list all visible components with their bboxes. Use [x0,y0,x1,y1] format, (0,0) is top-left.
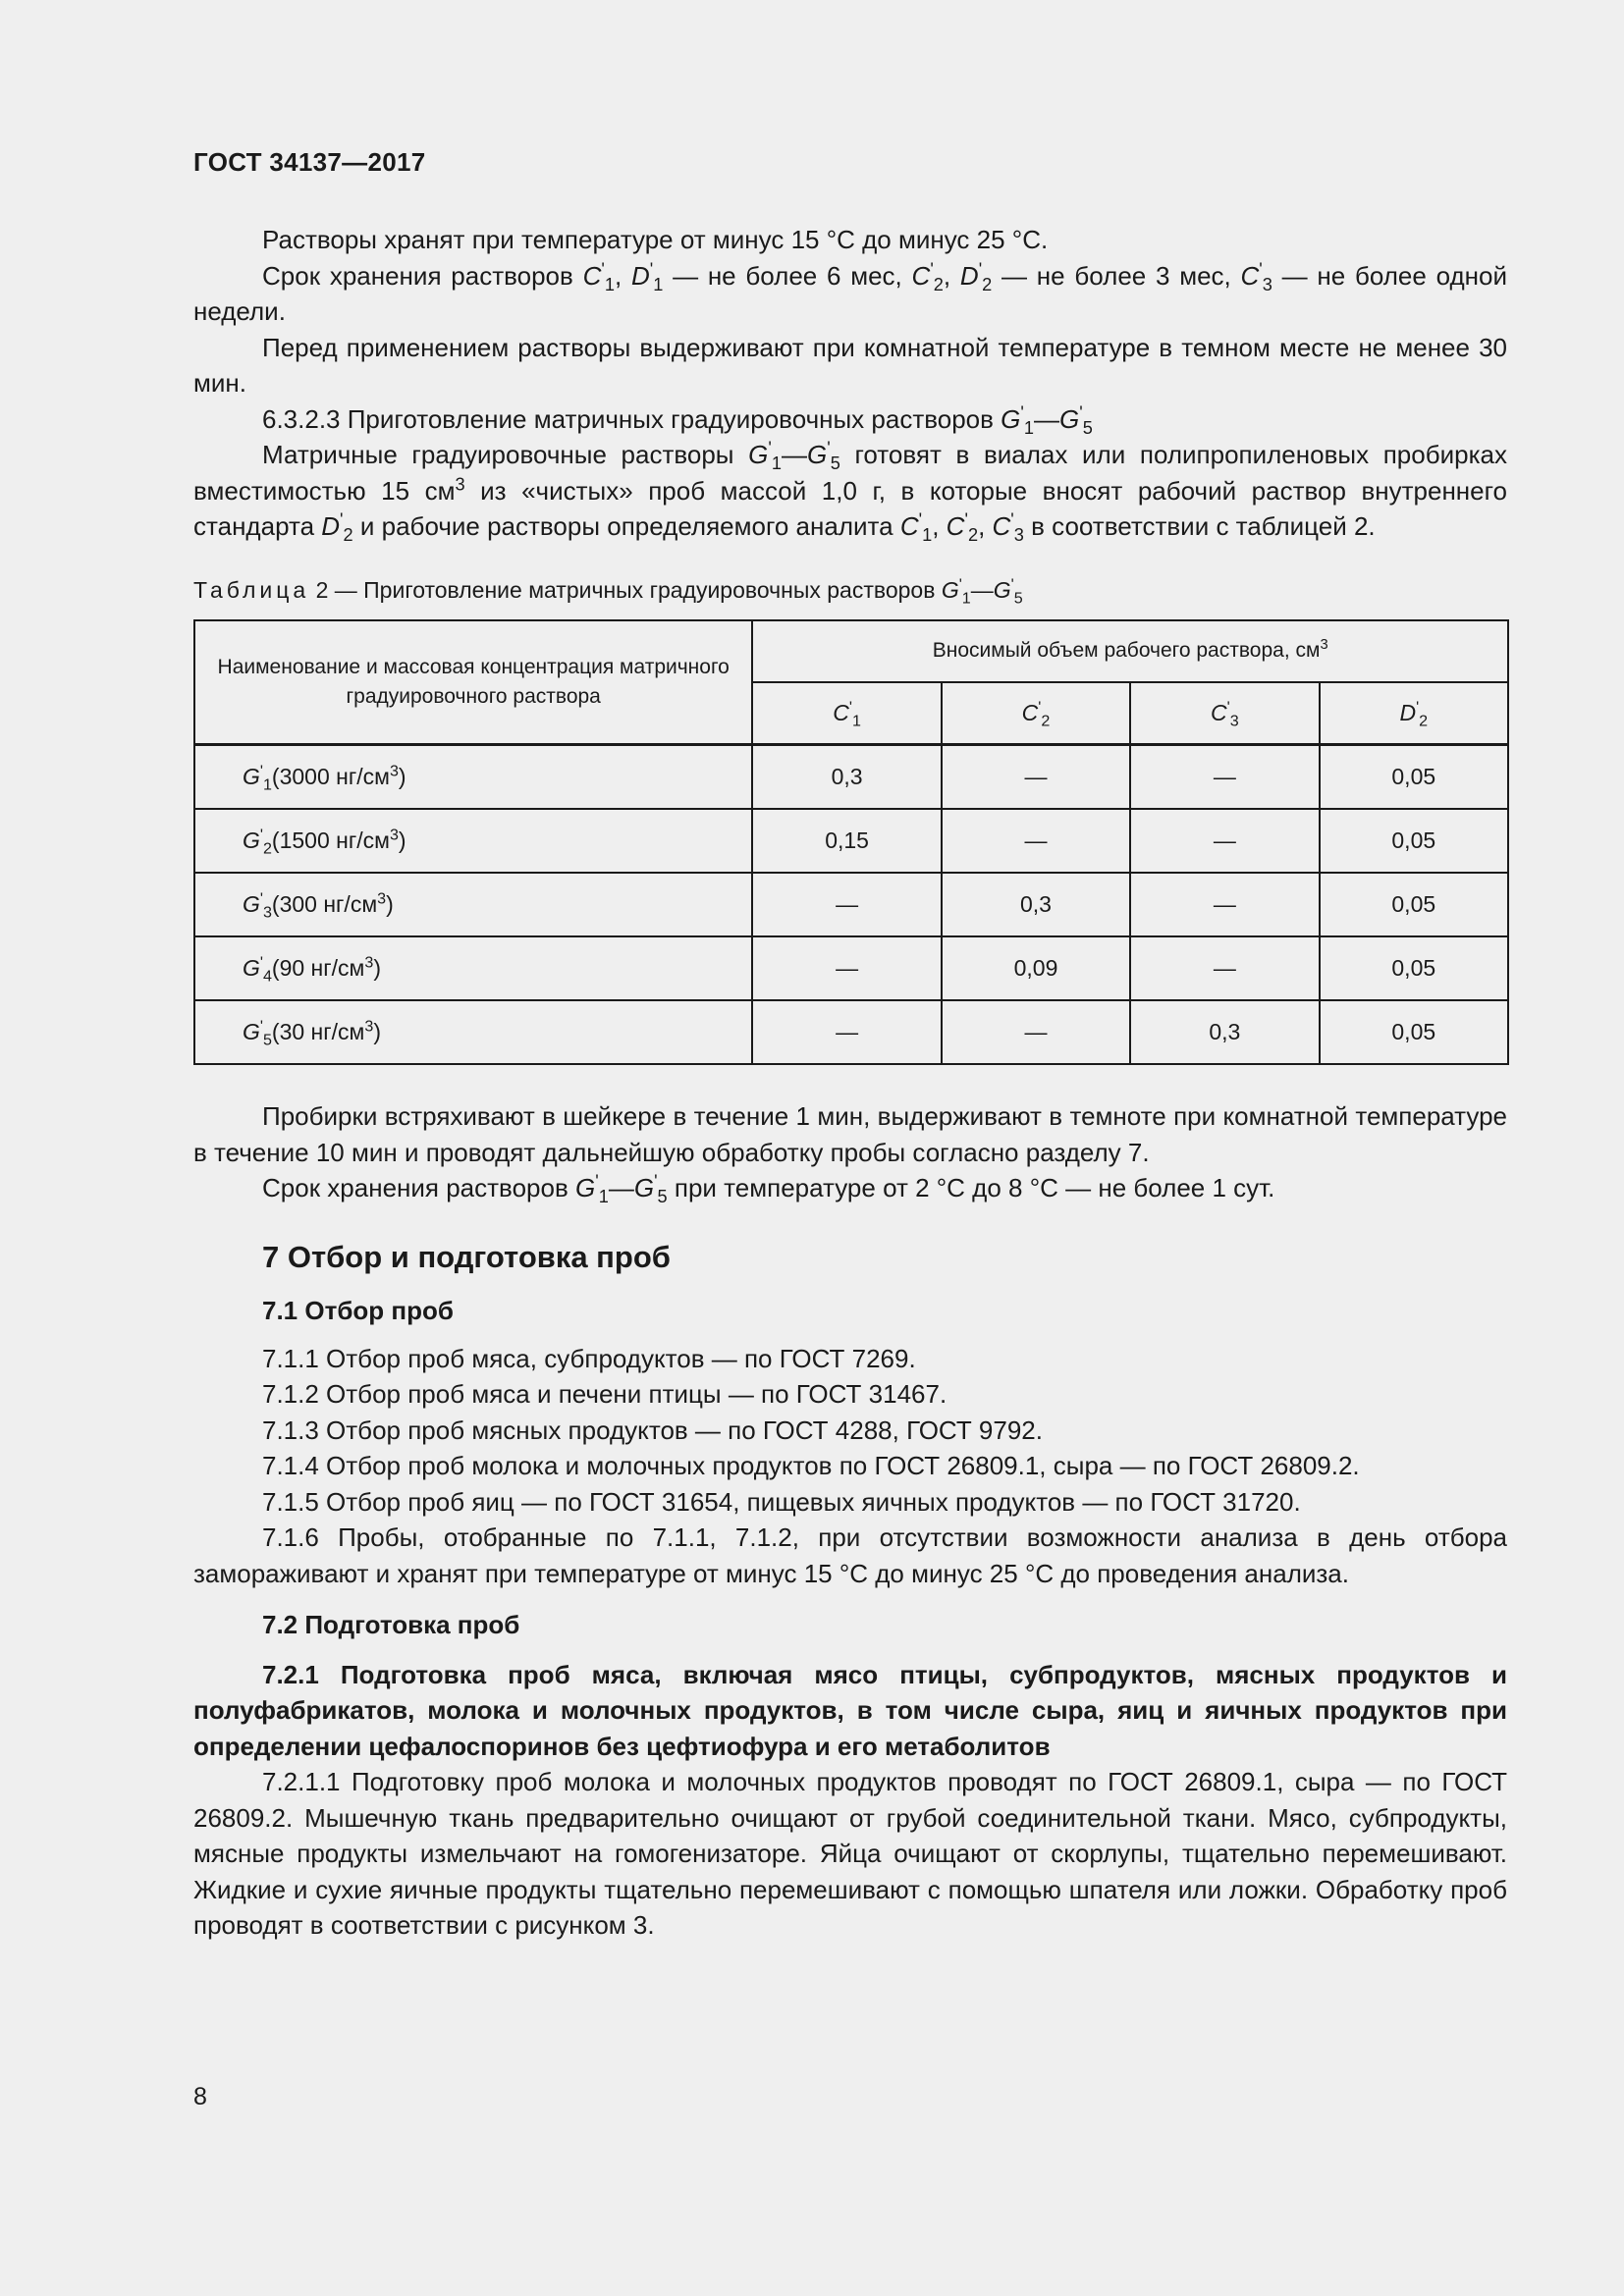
list-item: 7.1.4 Отбор проб молока и молочных продуктов по ГОСТ 26809.1, сыра — по ГОСТ 26809.2. [262,1451,1360,1480]
table-row [194,873,1508,936]
cell-c2: — [942,1000,1130,1064]
cell-c1: — [752,936,941,1000]
cell-d2: 0,05 [1320,936,1508,1000]
paragraph-storage-g: Срок хранения растворов $G'_1—G'_5$ при температуре от 2 °С до 8 °С — не более 1 сут. [262,1171,1275,1207]
table-2-caption: Таблица 2 — Приготовление матричных градуировочных растворов $G'_1—G'_5$ [193,574,1023,608]
page-number: 8 [193,2083,207,2110]
paragraph-6-3-2-3: 6.3.2.3 Приготовление матричных градуировочных растворов $G'_1—G'_5$ [262,401,1093,438]
cell-d2: 0,05 [1320,809,1508,873]
list-item: 7.1.1 Отбор проб мяса, субпродуктов — по ГОСТ 7269. [262,1343,916,1373]
table-row [194,936,1508,1000]
row-name-g5: $G'_5(30$ $нг/см^3$) [194,1000,752,1064]
table-row [194,1000,1508,1064]
table-row [194,745,1508,810]
column-header-c1: $C'_1$ [752,682,941,745]
cell-c3: — [1130,809,1319,873]
paragraph-storage-temp: Растворы хранят при температуре от минус 15 °С до минус 25 °С. [262,225,1049,254]
document-header: ГОСТ 34137—2017 [193,147,426,177]
row-name-g3: $G'_3(300$ $нг/см^3$) [194,873,752,936]
cell-d2: 0,05 [1320,745,1508,810]
page-content [193,222,1507,1944]
cell-c2: 0,3 [942,873,1130,936]
column-header-c3: $C'_3$ [1130,682,1319,745]
cell-c3: 0,3 [1130,1000,1319,1064]
list-item: 7.1.6 Пробы, отобранные по 7.1.1, 7.1.2, при отсутствии возможности анализа в день отбора замораживают и хранят при температуре от минус 15 °С до минус 25 °С до проведения анализа. [193,1522,1507,1588]
row-name-g1: $G'_1(3000$ $нг/см^3$) [194,745,752,810]
paragraph-shaker: Пробирки встряхивают в шейкере в течение 1 мин, выдерживают в темноте при комнатной температуре в течение 10 мин и проводят дальнейшую обработку пробы согласно разделу 7. [193,1101,1507,1167]
column-header-c2: $C'_2$ [942,682,1130,745]
row-name-g4: $G'_4(90$ $нг/см^3$) [194,936,752,1000]
paragraph-before-use: Перед применением растворы выдерживают при комнатной температуре в темном месте не менее 30 мин. [193,332,1507,398]
table-2 [193,619,1509,1065]
cell-c3: — [1130,873,1319,936]
list-item: 7.1.2 Отбор проб мяса и печени птицы — по ГОСТ 31467. [262,1379,947,1409]
cell-c1: 0,15 [752,809,941,873]
subsection-7-2-heading: 7.2 Подготовка проб [262,1610,520,1639]
table-header-name: Наименование и массовая концентрация матричного градуировочного раствора [194,620,752,745]
paragraph-matrix-solutions: Матричные градуировочные растворы $G'_1—G'_5$ готовят в виалах или полипропиленовых пробирках вместимостью 15 $см^3$ из «чистых» проб массой 1,0 г, в которые вносят рабочий раствор внутреннего стандарта $D'_2$ и рабочие растворы определяемого аналита $C'_1$, $C'_2$, $C'_3$ в соответствии с таблицей 2. [193,438,1507,546]
cell-c1: 0,3 [752,745,941,810]
paragraph-7-2-1-1: 7.2.1.1 Подготовку проб молока и молочных продуктов проводят по ГОСТ 26809.1, сыра — по ГОСТ 26809.2. Мышечную ткань предварительно очищают от грубой соединительной ткани. Мясо, субпродукты, мясные продукты измельчают на гомогенизаторе. Яйца очищают от скорлупы, тщательно перемешивают. Жидкие и сухие яичные продукты тщательно перемешивают с помощью шпателя или ложки. Обработку проб проводят в соответствии с рисунком 3. [193,1767,1507,1940]
cell-c2: — [942,809,1130,873]
table-row [194,809,1508,873]
table-header-volume: Вносимый объем рабочего раствора, $см^3$ [752,620,1508,682]
column-header-d2: $D'_2$ [1320,682,1508,745]
cell-c1: — [752,873,941,936]
subsection-7-1-heading: 7.1 Отбор проб [262,1296,454,1325]
paragraph-storage-time: Срок хранения растворов $C'_1$, $D'_1$ — не более 6 мес, $C'_2$, $D'_2$ — не более 3 мес, $C'_3$ — не более одной недели. [193,258,1507,326]
cell-c3: — [1130,936,1319,1000]
section-7-heading: 7 Отбор и подготовка проб [262,1239,671,1274]
list-item: 7.1.3 Отбор проб мясных продуктов — по ГОСТ 4288, ГОСТ 9792. [262,1415,1043,1445]
cell-c3: — [1130,745,1319,810]
cell-c1: — [752,1000,941,1064]
cell-c2: 0,09 [942,936,1130,1000]
subsection-7-2-1-heading: 7.2.1 Подготовка проб мяса, включая мясо птицы, субпродуктов, мясных продуктов и полуфабрикатов, молока и молочных продуктов, в том числе сыра, яиц и яичных продуктов при определении цефалоспоринов без цефтиофура и его метаболитов [193,1659,1507,1761]
cell-d2: 0,05 [1320,873,1508,936]
cell-d2: 0,05 [1320,1000,1508,1064]
cell-c2: — [942,745,1130,810]
row-name-g2: $G'_2(1500$ $нг/см^3$) [194,809,752,873]
list-item: 7.1.5 Отбор проб яиц — по ГОСТ 31654, пищевых яичных продуктов — по ГОСТ 31720. [262,1486,1301,1517]
